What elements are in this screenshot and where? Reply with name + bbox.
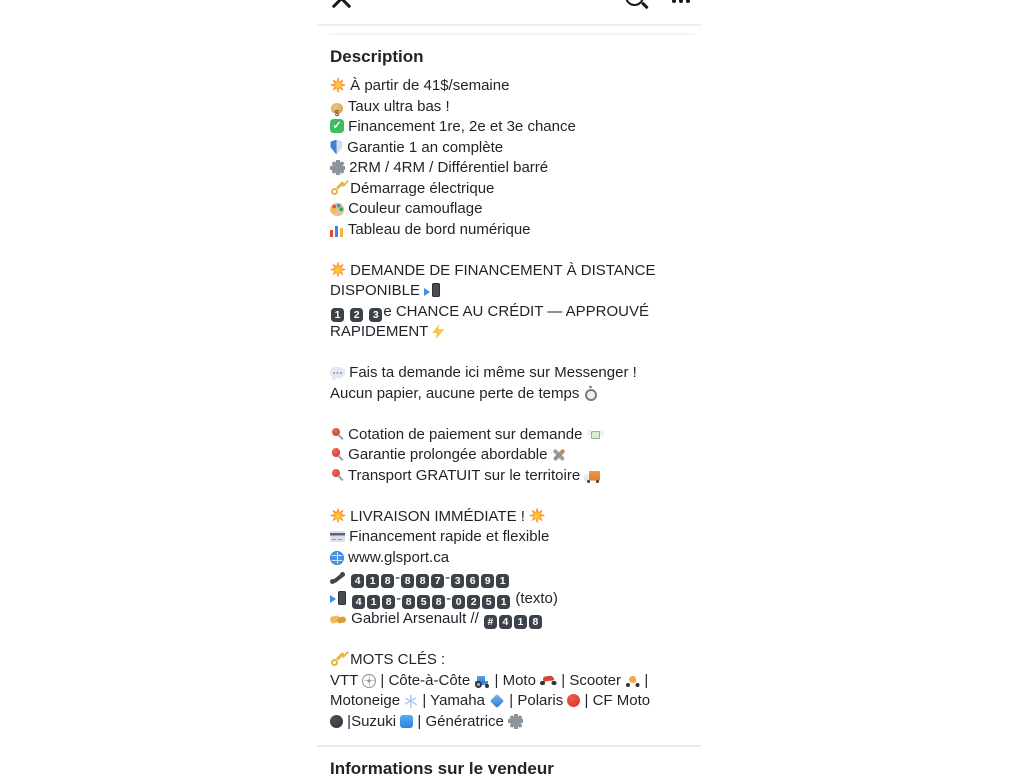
description-line: Aucun papier, aucune perte de temps — [330, 384, 693, 405]
description-lines — [330, 76, 693, 732]
key-icon — [330, 180, 346, 196]
bolt-icon — [432, 324, 444, 339]
description-line: 2RM / 4RM / Différentiel barré — [330, 158, 693, 179]
keycap-0-icon: 0 — [452, 595, 465, 609]
search-icon[interactable] — [624, 0, 650, 13]
next-section-title: Informations sur le vendeur — [330, 759, 554, 778]
description-line: 4 1 8 - 8 5 8 - 0 2 5 1 (texto) — [330, 589, 693, 610]
blank-line — [330, 240, 693, 261]
wheel-icon — [362, 674, 376, 688]
keycap-1-icon: 1 — [366, 574, 379, 588]
keycap-1-icon: 1 — [331, 308, 344, 322]
close-icon[interactable] — [330, 0, 353, 10]
description-line: Couleur camouflage — [330, 199, 693, 220]
moneybag-icon — [330, 99, 344, 114]
listing-description-screen — [317, 0, 701, 778]
truck-icon — [584, 470, 601, 483]
description-line: MOTS CLÉS : — [330, 650, 693, 671]
keycap-1-icon: 1 — [496, 574, 509, 588]
collision-icon — [330, 77, 346, 93]
description-line: Motoneige | Yamaha | Polaris | CF Moto — [330, 692, 651, 709]
keycap-2-icon: 2 — [467, 595, 480, 609]
stopwatch-icon — [584, 386, 598, 401]
keycap-4-icon: 4 — [351, 574, 364, 588]
keycap-3-icon: 3 — [369, 308, 382, 322]
description-line: Transport GRATUIT sur le territoire — [330, 466, 693, 487]
gear-icon — [330, 160, 345, 175]
phone-icon — [330, 571, 346, 585]
keycap-9-icon: 9 — [481, 574, 494, 588]
globe-icon — [330, 551, 344, 565]
description-line: ✓ Financement 1re, 2e et 3e chance — [330, 117, 693, 138]
chart-icon — [330, 224, 344, 237]
section-divider — [317, 745, 701, 747]
more-icon[interactable] — [672, 0, 692, 5]
description-line: LIVRAISON IMMÉDIATE ! — [330, 507, 693, 528]
description-line: Financement rapide et flexible — [330, 527, 693, 548]
shield-icon — [330, 140, 343, 155]
keycap-8-icon: 8 — [381, 574, 394, 588]
motorcycle-icon — [540, 676, 557, 686]
description-line: Fais ta demande ici même sur Messenger ! — [330, 363, 693, 384]
keycap-8-icon: 8 — [382, 595, 395, 609]
keycap-8-icon: 8 — [432, 595, 445, 609]
moneywings-icon — [587, 429, 604, 440]
keycap-8-icon: 8 — [416, 574, 429, 588]
keycap-7-icon: 7 — [431, 574, 444, 588]
description-line: 1 2 3 e CHANCE AU CRÉDIT — APPROUVÉ — [330, 302, 693, 323]
description-line: $ Taux ultra bas ! — [330, 97, 693, 118]
header-divider-shadow — [329, 33, 695, 35]
description-line: Cotation de paiement sur demande — [330, 425, 693, 446]
header-divider — [317, 24, 701, 26]
keycap-8-icon: 8 — [402, 595, 415, 609]
description-line: |Suzuki | Génératrice — [330, 712, 693, 733]
pin-icon — [330, 447, 344, 462]
collision-icon — [529, 508, 545, 524]
blank-line — [330, 486, 693, 507]
blue-square-icon — [400, 715, 413, 728]
keycap-2-icon: 2 — [350, 308, 363, 322]
gear-icon — [508, 714, 523, 729]
key-icon — [330, 651, 346, 667]
keycap-4-icon: 4 — [352, 595, 365, 609]
keycap-5-icon: 5 — [417, 595, 430, 609]
pin-icon — [330, 468, 344, 483]
snowflake-icon — [404, 694, 418, 708]
keycap-1-icon: 1 — [497, 595, 510, 609]
palette-icon — [330, 203, 344, 216]
tractor-icon — [474, 676, 490, 688]
blue-diamond-icon — [490, 694, 504, 708]
keycap-1-icon: 1 — [514, 615, 527, 629]
scooter-icon — [625, 676, 640, 688]
description-line: Garantie 1 an complète — [330, 138, 693, 159]
keycap-#-icon: # — [484, 615, 497, 629]
description-line: À partir de 41$/semaine — [330, 76, 693, 97]
check-icon — [330, 119, 344, 133]
section-title: Description — [330, 47, 424, 66]
handshake-icon — [330, 614, 347, 625]
blank-line — [330, 343, 693, 364]
keycap-8-icon: 8 — [529, 615, 542, 629]
tools-icon — [552, 447, 567, 462]
description-line: Garantie prolongée abordable — [330, 445, 693, 466]
description-line: RAPIDEMENT — [330, 322, 693, 343]
blank-line — [330, 404, 693, 425]
keycap-1-icon: 1 — [367, 595, 380, 609]
keycap-6-icon: 6 — [466, 574, 479, 588]
keycap-5-icon: 5 — [482, 595, 495, 609]
description-line: Tableau de bord numérique — [330, 220, 693, 241]
red-circle-icon — [567, 694, 580, 707]
description-line: DISPONIBLE — [330, 281, 693, 302]
description-line: Démarrage électrique — [330, 179, 693, 200]
collision-icon — [330, 508, 346, 524]
description-line: DEMANDE DE FINANCEMENT À DISTANCE — [330, 261, 693, 282]
black-circle-icon — [330, 715, 343, 728]
description-line: www.glsport.ca — [330, 548, 693, 569]
collision-icon — [330, 262, 346, 278]
speech-icon — [330, 367, 345, 378]
pin-icon — [330, 427, 344, 442]
keycap-3-icon: 3 — [451, 574, 464, 588]
blank-line — [330, 630, 693, 651]
keycap-4-icon: 4 — [499, 615, 512, 629]
description-line: VTT | Côte-à-Côte | Moto | Scooter | — [330, 671, 649, 689]
card-icon — [330, 531, 345, 542]
phone-arrow-icon — [330, 591, 347, 606]
phone-arrow-icon — [424, 283, 441, 298]
keycap-8-icon: 8 — [401, 574, 414, 588]
description-line: 4 1 8 - 8 8 7 - 3 6 9 1 — [330, 568, 693, 589]
description-line: Gabriel Arsenault // # 4 1 8 — [330, 609, 693, 630]
